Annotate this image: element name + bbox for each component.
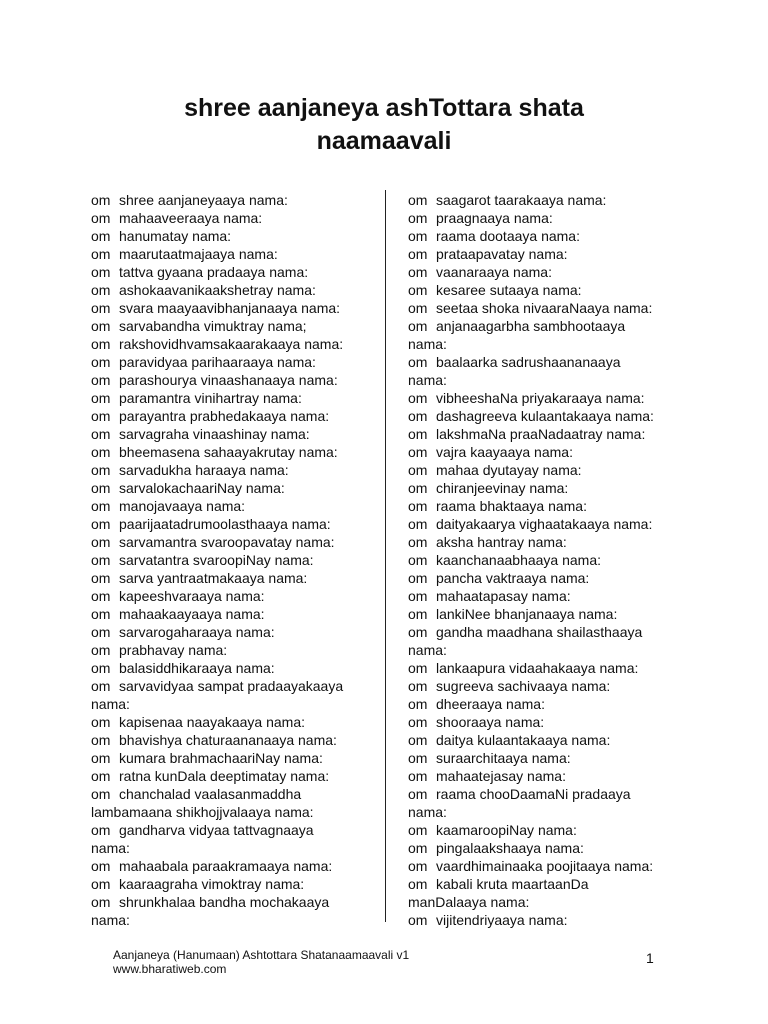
name-line: [408, 677, 654, 695]
name-text: kapeeshvaraaya nama:: [119, 588, 265, 604]
om-prefix: om: [408, 462, 428, 478]
om-prefix: om: [91, 858, 111, 874]
name-line: [408, 443, 654, 461]
om-prefix: om: [408, 444, 428, 460]
name-text: tattva gyaana pradaaya nama:: [119, 264, 309, 280]
om-prefix: om: [408, 570, 428, 586]
om-prefix: om: [408, 624, 428, 640]
om-prefix: om: [408, 192, 428, 208]
name-line: [91, 389, 343, 407]
om-prefix: om: [408, 732, 428, 748]
name-text: shooraaya nama:: [436, 714, 545, 730]
om-prefix: om: [408, 516, 428, 532]
name-text: raama bhaktaaya nama:: [436, 498, 587, 514]
name-line: [91, 479, 343, 497]
name-text: vajra kaayaaya nama:: [436, 444, 573, 460]
left-name-column: [91, 191, 343, 929]
title-line-1: shree aanjaneya ashTottara shata: [184, 94, 584, 122]
name-line: [408, 227, 654, 245]
name-line: [91, 839, 343, 857]
om-prefix: om: [91, 534, 111, 550]
om-prefix: om: [91, 552, 111, 568]
om-prefix: om: [408, 840, 428, 856]
name-text: mahaaveeraaya nama:: [119, 210, 263, 226]
om-prefix: om: [408, 678, 428, 694]
name-text: ashokaavanikaakshetray nama:: [119, 282, 316, 298]
name-text: raama dootaaya nama:: [436, 228, 580, 244]
name-text: sarvarogaharaaya nama:: [119, 624, 275, 640]
om-prefix: om: [91, 732, 111, 748]
name-text: paravidyaa parihaaraaya nama:: [119, 354, 316, 370]
name-text: nama:: [408, 336, 447, 352]
name-line: [408, 461, 654, 479]
om-prefix: om: [91, 624, 111, 640]
name-text: dashagreeva kulaantakaaya nama:: [436, 408, 654, 424]
om-prefix: om: [91, 822, 111, 838]
name-line: [91, 461, 343, 479]
name-text: mahaa dyutayay nama:: [436, 462, 582, 478]
name-line: [408, 911, 654, 929]
om-prefix: om: [91, 354, 111, 370]
name-text: sarvavidyaa sampat pradaayakaaya: [119, 678, 344, 694]
om-prefix: om: [91, 606, 111, 622]
name-text: parayantra prabhedakaaya nama:: [119, 408, 330, 424]
name-text: lakshmaNa praaNadaatray nama:: [436, 426, 646, 442]
name-text: parashourya vinaashanaaya nama:: [119, 372, 338, 388]
name-line: [91, 335, 343, 353]
name-line: [408, 569, 654, 587]
name-line: [91, 497, 343, 515]
om-prefix: om: [408, 390, 428, 406]
om-prefix: om: [91, 210, 111, 226]
om-prefix: om: [91, 192, 111, 208]
name-text: baalaarka sadrushaananaaya: [436, 354, 621, 370]
name-text: vaardhimainaaka poojitaaya nama:: [436, 858, 654, 874]
om-prefix: om: [91, 300, 111, 316]
name-line: [91, 677, 343, 695]
om-prefix: om: [91, 786, 111, 802]
name-line: [408, 479, 654, 497]
name-line: [408, 767, 654, 785]
name-line: [408, 803, 654, 821]
name-text: nama:: [91, 840, 130, 856]
om-prefix: om: [91, 750, 111, 766]
name-line: [408, 623, 654, 641]
name-line: [91, 245, 343, 263]
title-line-2: naamaavali: [316, 127, 452, 155]
name-text: mahaabala paraakramaaya nama:: [119, 858, 333, 874]
name-text: kabali kruta maartaanDa: [436, 876, 589, 892]
name-line: [91, 695, 343, 713]
name-text: daityakaarya vighaatakaaya nama:: [436, 516, 653, 532]
name-text: sarvalokachaariNay nama:: [119, 480, 285, 496]
om-prefix: om: [91, 426, 111, 442]
om-prefix: om: [408, 588, 428, 604]
om-prefix: om: [91, 444, 111, 460]
om-prefix: om: [91, 498, 111, 514]
name-line: [91, 893, 343, 911]
om-prefix: om: [91, 516, 111, 532]
name-line: [408, 641, 654, 659]
name-text: saagarot taarakaaya nama:: [436, 192, 607, 208]
right-name-column: [408, 191, 654, 929]
name-line: [408, 785, 654, 803]
name-text: svara maayaavibhanjanaaya nama:: [119, 300, 341, 316]
name-line: [91, 569, 343, 587]
name-text: vibheeshaNa priyakaraaya nama:: [436, 390, 645, 406]
name-text: paarijaatadrumoolasthaaya nama:: [119, 516, 331, 532]
name-line: [408, 389, 654, 407]
name-text: gandha maadhana shailasthaaya: [436, 624, 643, 640]
name-text: mahaatapasay nama:: [436, 588, 571, 604]
name-line: [408, 533, 654, 551]
name-text: manDalaaya nama:: [408, 894, 530, 910]
om-prefix: om: [408, 498, 428, 514]
om-prefix: om: [408, 246, 428, 262]
name-line: [91, 425, 343, 443]
om-prefix: om: [408, 912, 428, 928]
name-text: lankiNee bhanjanaaya nama:: [436, 606, 618, 622]
name-text: nama:: [408, 372, 447, 388]
page-number: 1: [646, 950, 654, 966]
om-prefix: om: [91, 282, 111, 298]
name-line: [408, 263, 654, 281]
name-line: [408, 605, 654, 623]
om-prefix: om: [408, 408, 428, 424]
name-text: pancha vaktraaya nama:: [436, 570, 590, 586]
name-text: aksha hantray nama:: [436, 534, 567, 550]
name-line: [408, 353, 654, 371]
footer-website: www.bharatiweb.com: [113, 962, 227, 976]
om-prefix: om: [408, 318, 428, 334]
om-prefix: om: [408, 606, 428, 622]
om-prefix: om: [408, 426, 428, 442]
name-line: [408, 551, 654, 569]
name-text: pingalaakshaaya nama:: [436, 840, 584, 856]
name-text: vijitendriyaaya nama:: [436, 912, 568, 928]
name-line: [408, 695, 654, 713]
name-line: [91, 515, 343, 533]
name-text: manojavaaya nama:: [119, 498, 246, 514]
name-line: [91, 317, 343, 335]
name-text: vaanaraaya nama:: [436, 264, 552, 280]
name-line: [408, 191, 654, 209]
om-prefix: om: [408, 552, 428, 568]
om-prefix: om: [91, 768, 111, 784]
om-prefix: om: [91, 876, 111, 892]
om-prefix: om: [408, 210, 428, 226]
om-prefix: om: [408, 786, 428, 802]
om-prefix: om: [91, 570, 111, 586]
name-line: [91, 821, 343, 839]
name-line: [408, 857, 654, 875]
name-line: [408, 749, 654, 767]
name-text: kaanchanaabhaaya nama:: [436, 552, 602, 568]
name-text: nama:: [91, 696, 130, 712]
name-line: [91, 713, 343, 731]
name-text: kesaree sutaaya nama:: [436, 282, 582, 298]
name-text: maarutaatmajaaya nama:: [119, 246, 278, 262]
name-text: shrunkhalaa bandha mochakaaya: [119, 894, 330, 910]
om-prefix: om: [408, 264, 428, 280]
om-prefix: om: [91, 228, 111, 244]
om-prefix: om: [91, 462, 111, 478]
name-text: bheemasena sahaayakrutay nama:: [119, 444, 338, 460]
om-prefix: om: [91, 336, 111, 352]
footer-title: Aanjaneya (Hanumaan) Ashtottara Shatanaamaavali v1: [113, 948, 410, 962]
name-line: [91, 443, 343, 461]
om-prefix: om: [91, 246, 111, 262]
name-line: [91, 371, 343, 389]
column-divider: [385, 190, 386, 922]
name-line: [91, 551, 343, 569]
name-text: raama chooDaamaNi pradaaya: [436, 786, 631, 802]
name-line: [91, 623, 343, 641]
name-line: [408, 839, 654, 857]
om-prefix: om: [408, 876, 428, 892]
name-text: prataapavatay nama:: [436, 246, 568, 262]
name-line: [408, 335, 654, 353]
name-line: [91, 803, 343, 821]
name-text: mahaakaayaaya nama:: [119, 606, 265, 622]
name-line: [408, 407, 654, 425]
name-text: kapisenaa naayakaaya nama:: [119, 714, 306, 730]
name-line: [91, 587, 343, 605]
om-prefix: om: [408, 858, 428, 874]
name-line: [408, 299, 654, 317]
name-text: sugreeva sachivaaya nama:: [436, 678, 611, 694]
name-line: [91, 263, 343, 281]
name-text: anjanaagarbha sambhootaaya: [436, 318, 626, 334]
name-line: [91, 353, 343, 371]
name-line: [91, 407, 343, 425]
om-prefix: om: [408, 660, 428, 676]
name-text: seetaa shoka nivaaraNaaya nama:: [436, 300, 653, 316]
om-prefix: om: [408, 354, 428, 370]
om-prefix: om: [408, 300, 428, 316]
name-text: kaaraagraha vimoktray nama:: [119, 876, 305, 892]
name-text: rakshovidhvamsakaarakaaya nama:: [119, 336, 344, 352]
name-line: [91, 659, 343, 677]
name-text: sarvadukha haraaya nama:: [119, 462, 289, 478]
name-text: gandharva vidyaa tattvagnaaya: [119, 822, 314, 838]
name-text: kumara brahmachaariNay nama:: [119, 750, 323, 766]
name-text: sarvamantra svaroopavatay nama:: [119, 534, 335, 550]
name-line: [408, 587, 654, 605]
name-line: [91, 875, 343, 893]
om-prefix: om: [91, 264, 111, 280]
name-text: dheeraaya nama:: [436, 696, 545, 712]
name-line: [91, 299, 343, 317]
name-text: nama:: [408, 804, 447, 820]
om-prefix: om: [408, 822, 428, 838]
om-prefix: om: [408, 696, 428, 712]
name-text: daitya kulaantakaaya nama:: [436, 732, 611, 748]
name-line: [408, 209, 654, 227]
name-text: sarvabandha vimuktray nama;: [119, 318, 307, 334]
name-line: [91, 209, 343, 227]
name-line: [91, 785, 343, 803]
name-line: [91, 641, 343, 659]
om-prefix: om: [91, 714, 111, 730]
om-prefix: om: [408, 534, 428, 550]
name-text: nama:: [408, 642, 447, 658]
name-line: [91, 605, 343, 623]
om-prefix: om: [91, 390, 111, 406]
om-prefix: om: [91, 678, 111, 694]
name-text: prabhavay nama:: [119, 642, 228, 658]
name-line: [408, 515, 654, 533]
om-prefix: om: [408, 228, 428, 244]
name-text: sarva yantraatmakaaya nama:: [119, 570, 308, 586]
name-line: [408, 371, 654, 389]
om-prefix: om: [408, 768, 428, 784]
name-line: [408, 875, 654, 893]
name-line: [91, 533, 343, 551]
name-line: [91, 227, 343, 245]
name-line: [408, 317, 654, 335]
page-footer: [113, 948, 409, 976]
name-line: [408, 425, 654, 443]
name-text: hanumatay nama:: [119, 228, 232, 244]
name-line: [91, 911, 343, 929]
name-line: [91, 191, 343, 209]
name-line: [91, 731, 343, 749]
name-line: [408, 497, 654, 515]
name-text: shree aanjaneyaaya nama:: [119, 192, 288, 208]
name-text: paramantra vinihartray nama:: [119, 390, 302, 406]
page-title: [0, 92, 768, 158]
name-text: chanchalad vaalasanmaddha: [119, 786, 302, 802]
name-text: balasiddhikaraaya nama:: [119, 660, 275, 676]
name-line: [408, 731, 654, 749]
name-line: [408, 245, 654, 263]
name-line: [91, 857, 343, 875]
name-text: kaamaroopiNay nama:: [436, 822, 577, 838]
name-text: lankaapura vidaahakaaya nama:: [436, 660, 639, 676]
name-text: sarvagraha vinaashinay nama:: [119, 426, 310, 442]
name-line: [408, 659, 654, 677]
om-prefix: om: [91, 642, 111, 658]
om-prefix: om: [91, 372, 111, 388]
om-prefix: om: [91, 660, 111, 676]
om-prefix: om: [408, 282, 428, 298]
name-line: [91, 281, 343, 299]
name-text: sarvatantra svaroopiNay nama:: [119, 552, 314, 568]
name-line: [408, 821, 654, 839]
name-line: [408, 713, 654, 731]
name-text: bhavishya chaturaananaaya nama:: [119, 732, 337, 748]
name-text: lambamaana shikhojjvalaaya nama:: [91, 804, 314, 820]
name-text: nama:: [91, 912, 130, 928]
om-prefix: om: [91, 588, 111, 604]
om-prefix: om: [91, 480, 111, 496]
name-text: suraarchitaaya nama:: [436, 750, 571, 766]
om-prefix: om: [408, 714, 428, 730]
name-text: chiranjeevinay nama:: [436, 480, 569, 496]
name-line: [408, 893, 654, 911]
name-text: ratna kunDala deeptimatay nama:: [119, 768, 330, 784]
name-text: mahaatejasay nama:: [436, 768, 566, 784]
om-prefix: om: [408, 750, 428, 766]
name-line: [91, 749, 343, 767]
name-line: [91, 767, 343, 785]
name-line: [408, 281, 654, 299]
om-prefix: om: [408, 480, 428, 496]
om-prefix: om: [91, 318, 111, 334]
om-prefix: om: [91, 894, 111, 910]
om-prefix: om: [91, 408, 111, 424]
name-text: praagnaaya nama:: [436, 210, 553, 226]
